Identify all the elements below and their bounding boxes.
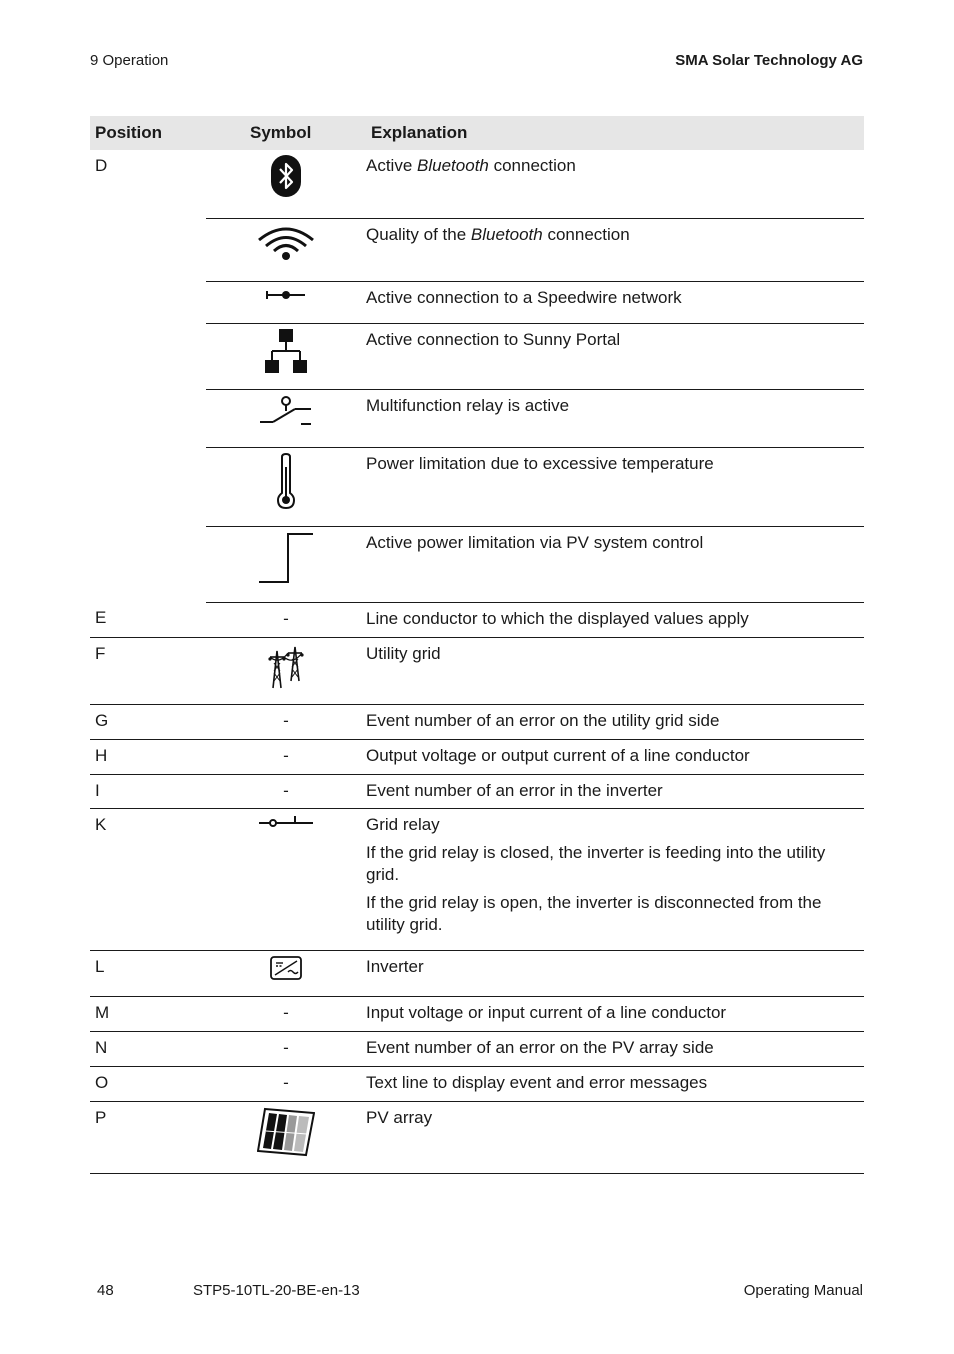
explanation-text: Inverter	[366, 956, 424, 976]
table-header-row	[90, 116, 864, 150]
explanation-text: Line conductor to which the displayed values apply	[366, 608, 749, 628]
row-symbol	[206, 1101, 366, 1173]
row-explanation	[366, 1066, 864, 1101]
explanation-text: Output voltage or output current of a line conductor	[366, 745, 750, 765]
row-explanation	[366, 637, 864, 704]
explanation-text: Active connection to a Speedwire network	[366, 287, 682, 307]
step-icon	[258, 532, 314, 584]
row-position: H	[90, 739, 206, 774]
row-symbol: -	[206, 996, 366, 1031]
symbol-table	[90, 116, 864, 1174]
table-row	[90, 637, 864, 704]
row-symbol	[206, 526, 366, 602]
row-explanation	[366, 1031, 864, 1066]
row-position: E	[90, 602, 206, 637]
signal-quality-icon	[257, 224, 315, 260]
row-position: D	[95, 156, 108, 175]
row-symbol	[206, 218, 366, 281]
header-symbol: Symbol	[206, 116, 366, 150]
row-position: G	[90, 704, 206, 739]
row-explanation	[366, 281, 864, 323]
row-explanation	[366, 602, 864, 637]
row-symbol	[206, 447, 366, 526]
explanation-text: Active Bluetooth connection	[366, 156, 576, 175]
row-position: O	[90, 1066, 206, 1101]
explanation-text: If the grid relay is closed, the inverter is feeding into the utility grid.	[366, 842, 826, 884]
row-position: F	[90, 637, 206, 704]
network-icon	[265, 329, 307, 373]
table-row	[90, 150, 864, 218]
row-symbol: -	[206, 739, 366, 774]
row-symbol	[206, 323, 366, 389]
row-symbol: -	[206, 704, 366, 739]
thermometer-icon	[277, 453, 295, 509]
table-row	[90, 808, 864, 950]
header-position: Position	[90, 116, 206, 150]
explanation-text: Event number of an error on the PV array side	[366, 1037, 714, 1057]
table-row	[90, 389, 864, 447]
footer-page-number: 48	[97, 1282, 114, 1299]
row-explanation	[366, 704, 864, 739]
row-position: M	[90, 996, 206, 1031]
row-explanation	[366, 150, 864, 218]
table-row	[90, 704, 864, 739]
table-row	[90, 323, 864, 389]
row-explanation	[366, 1101, 864, 1173]
header-company: SMA Solar Technology AG	[675, 52, 863, 69]
pv-array-icon	[257, 1107, 315, 1157]
bluetooth-icon	[271, 155, 301, 197]
explanation-text: Power limitation due to excessive temperature	[366, 453, 714, 473]
header-section: 9 Operation	[90, 52, 169, 69]
row-explanation	[366, 218, 864, 281]
explanation-text: Utility grid	[366, 643, 441, 663]
row-explanation	[366, 447, 864, 526]
row-symbol	[206, 637, 366, 704]
inverter-icon	[270, 956, 302, 980]
explanation-text: Multifunction relay is active	[366, 395, 570, 415]
row-symbol	[206, 389, 366, 447]
row-explanation	[366, 526, 864, 602]
row-symbol: -	[206, 1066, 366, 1101]
row-symbol: -	[206, 774, 366, 808]
row-explanation	[366, 323, 864, 389]
row-explanation	[366, 774, 864, 808]
row-symbol	[206, 150, 366, 218]
row-explanation	[366, 808, 864, 950]
speedwire-icon	[266, 287, 306, 303]
row-explanation	[366, 950, 864, 996]
table-row	[90, 739, 864, 774]
grid-relay-icon	[258, 814, 314, 830]
table-row	[90, 281, 864, 323]
table-row	[90, 1066, 864, 1101]
table-row	[90, 950, 864, 996]
row-explanation	[366, 739, 864, 774]
header-explanation: Explanation	[366, 116, 864, 150]
row-position: N	[90, 1031, 206, 1066]
explanation-text: Input voltage or input current of a line conductor	[366, 1002, 727, 1022]
table-row	[90, 218, 864, 281]
table-row	[90, 1031, 864, 1066]
relay-icon	[259, 395, 313, 429]
explanation-text: Text line to display event and error messages	[366, 1072, 708, 1092]
row-explanation	[366, 996, 864, 1031]
row-explanation	[366, 389, 864, 447]
table-row	[90, 447, 864, 526]
explanation-text: Event number of an error on the utility grid side	[366, 710, 720, 730]
explanation-text: PV array	[366, 1107, 433, 1127]
explanation-text: Event number of an error in the inverter	[366, 780, 663, 800]
footer-title: Operating Manual	[743, 1282, 863, 1299]
row-position: L	[90, 950, 206, 996]
row-position: K	[90, 808, 206, 950]
explanation-text: If the grid relay is open, the inverter is disconnected from the utility grid.	[366, 892, 822, 934]
table-row	[90, 526, 864, 602]
table-row	[90, 774, 864, 808]
explanation-text: Active connection to Sunny Portal	[366, 329, 621, 349]
row-position: P	[90, 1101, 206, 1173]
utility-grid-icon	[267, 643, 305, 689]
row-position: I	[90, 774, 206, 808]
table-row	[90, 602, 864, 637]
explanation-text: Quality of the Bluetooth connection	[366, 224, 630, 244]
table-row	[90, 996, 864, 1031]
row-symbol: -	[206, 602, 366, 637]
footer-doc-id: STP5-10TL-20-BE-en-13	[193, 1282, 360, 1299]
row-symbol: -	[206, 1031, 366, 1066]
row-symbol	[206, 950, 366, 996]
row-symbol	[206, 281, 366, 323]
row-symbol	[206, 808, 366, 950]
table-row	[90, 1101, 864, 1173]
explanation-text: Grid relay	[366, 814, 440, 834]
explanation-text: Active power limitation via PV system control	[366, 532, 704, 552]
